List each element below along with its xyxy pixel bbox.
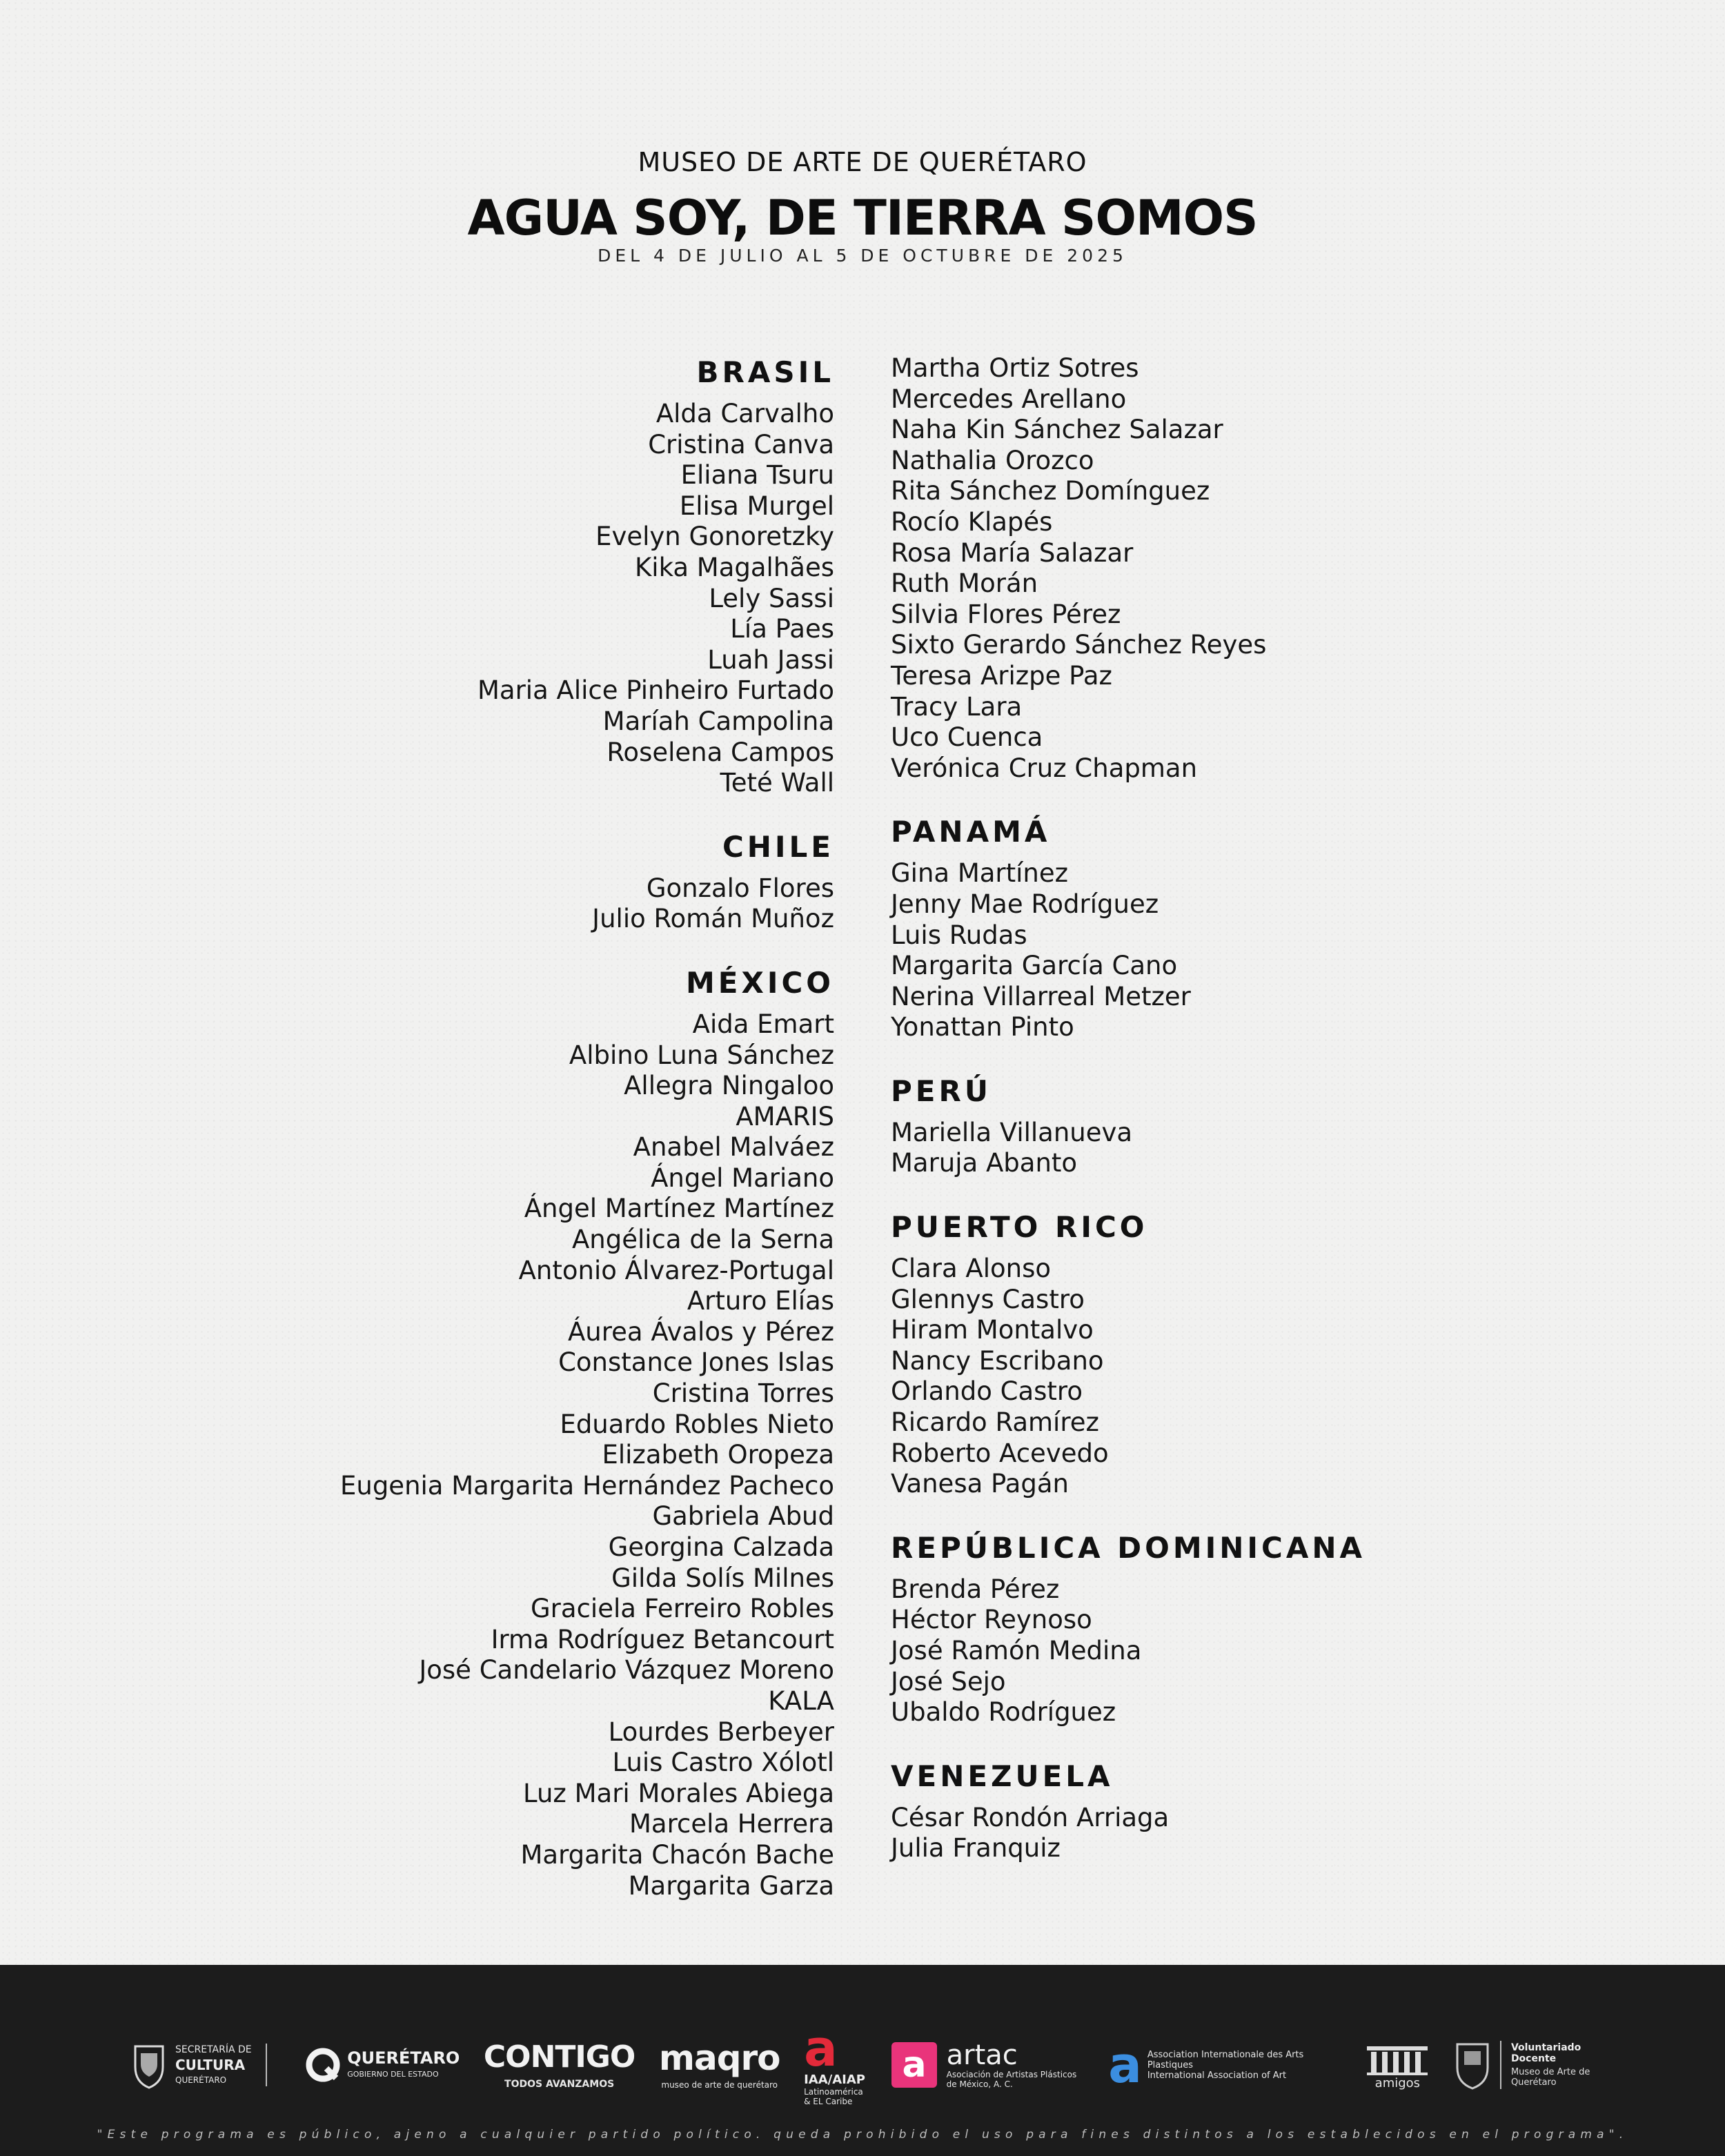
artist-name: Arturo Elías (687, 1286, 834, 1316)
artist-name: Gabriela Abud (652, 1501, 834, 1532)
artist-name: Georgina Calzada (608, 1532, 834, 1562)
country-group (75, 964, 834, 1901)
artist-name: Clara Alonso (891, 1254, 1052, 1284)
artist-name: Verónica Cruz Chapman (891, 753, 1198, 783)
artist-name: Kika Magalhães (635, 552, 834, 582)
cultura-text: CULTURA (175, 2057, 246, 2073)
artist-name: Evelyn Gonoretzky (595, 522, 834, 552)
maqro-text: maqro (658, 2038, 780, 2078)
artist-name: Antonio Álvarez-Portugal (518, 1255, 834, 1285)
artist-name: Sixto Gerardo Sánchez Reyes (891, 630, 1267, 660)
artist-name: Naha Kin Sánchez Salazar (891, 415, 1223, 445)
artist-name: Maruja Abanto (891, 1148, 1078, 1178)
artist-name: Jenny Mae Rodríguez (891, 889, 1159, 919)
iaa-text: IAA/AIAP (804, 2072, 865, 2087)
artist-name: Luis Castro Xólotl (612, 1748, 834, 1778)
artist-name: Lely Sassi (709, 583, 834, 613)
artist-name: Gonzalo Flores (646, 873, 834, 903)
iaa-sub-text: Latinoamérica & EL Caribe (804, 2086, 863, 2106)
logo-divider (1500, 2041, 1501, 2089)
artist-name: Nerina Villarreal Metzer (891, 981, 1191, 1011)
artist-name: Yonattan Pinto (891, 1012, 1074, 1042)
svg-text:a: a (902, 2044, 927, 2086)
country-heading: REPÚBLICA DOMINICANA (891, 1530, 1366, 1565)
header (0, 145, 1725, 266)
queretaro-text: QUERÉTARO (347, 2048, 460, 2068)
artist-name: KALA (768, 1685, 834, 1716)
artist-name: Brenda Pérez (891, 1574, 1060, 1604)
country-group (891, 813, 1512, 1043)
artist-name: Tracy Lara (891, 691, 1023, 722)
country-heading: VENEZUELA (891, 1759, 1114, 1793)
country-group (891, 353, 1512, 784)
artist-name: Martha Ortiz Sotres (891, 353, 1139, 383)
voluntariado-shield-icon (1455, 2040, 1490, 2090)
sponsor-footer (0, 1965, 1725, 2156)
country-group (891, 1529, 1512, 1728)
artist-column-left (75, 353, 834, 1930)
artac-logo (890, 2041, 1085, 2089)
queretaro-q-icon (304, 2046, 342, 2084)
artist-name: Gina Martínez (891, 858, 1069, 889)
artist-name: Marcela Herrera (629, 1809, 834, 1839)
artist-name: José Candelario Vázquez Moreno (419, 1655, 834, 1685)
artist-name: Uco Cuenca (891, 722, 1043, 753)
artist-name: Luz Mari Morales Abiega (523, 1778, 834, 1808)
iaa-a-icon: a (804, 2019, 838, 2077)
artist-name: Silvia Flores Pérez (891, 599, 1121, 629)
artist-name: Teté Wall (720, 768, 834, 798)
country-group (891, 1072, 1512, 1179)
country-group (891, 1757, 1512, 1864)
country-group (891, 1208, 1512, 1500)
amigos-text: amigos (1374, 2076, 1421, 2090)
artist-name: Julio Román Muñoz (592, 904, 834, 934)
country-heading: PERÚ (891, 1074, 992, 1108)
country-heading: CHILE (722, 829, 834, 864)
aiap-a-icon: a (1108, 2036, 1142, 2094)
artist-name: Eliana Tsuru (680, 460, 834, 491)
artist-name: Mariella Villanueva (891, 1117, 1133, 1147)
artist-column-right (891, 353, 1512, 1893)
artist-name: César Rondón Arriaga (891, 1802, 1170, 1832)
artist-name: Orlando Castro (891, 1376, 1083, 1407)
queretaro-logo (304, 2046, 460, 2084)
aiap-logo (1108, 2036, 1341, 2094)
artist-name: Alda Carvalho (656, 399, 834, 428)
artist-name: Lía Paes (730, 614, 834, 644)
artist-name: Ricardo Ramírez (891, 1407, 1099, 1438)
artist-name: Glennys Castro (891, 1284, 1085, 1314)
artist-name: Julia Franquiz (891, 1833, 1061, 1863)
artac-badge-icon (890, 2041, 938, 2089)
artist-name: Luah Jassi (707, 644, 834, 675)
country-group (75, 828, 834, 935)
artist-name: Rosa María Salazar (891, 537, 1134, 568)
disclaimer-text: "Este programa es público, ajeno a cualquier partido político. queda prohibido el uso para fines distintos a los establecidos en el programa". (97, 2128, 1628, 2142)
maqro-logo (659, 2038, 780, 2092)
artist-name: Margarita García Cano (891, 951, 1178, 981)
artist-name: José Ramón Medina (891, 1636, 1142, 1665)
artist-name: Eduardo Robles Nieto (560, 1409, 834, 1439)
artist-name: Constance Jones Islas (558, 1347, 834, 1378)
country-group (75, 353, 834, 799)
artist-name: Irma Rodríguez Betancourt (491, 1624, 834, 1654)
country-heading: PANAMÁ (891, 815, 1051, 849)
country-heading: PUERTO RICO (891, 1210, 1148, 1245)
artist-name: AMARIS (736, 1101, 834, 1131)
logo-divider (266, 2044, 267, 2086)
queretaro-crest-icon (131, 2041, 167, 2089)
artist-name: Eugenia Margarita Hernández Pacheco (339, 1470, 834, 1501)
artist-name: Ubaldo Rodríguez (891, 1697, 1116, 1728)
artist-name: Mercedes Arellano (891, 384, 1127, 414)
aiap-text: Association Internationale des Arts Plastiques (1147, 2049, 1304, 2070)
artist-name: Héctor Reynoso (891, 1605, 1092, 1635)
artist-name: Vanesa Pagán (891, 1469, 1069, 1499)
amigos-building-icon (1364, 2039, 1430, 2077)
artist-name: Hiram Montalvo (891, 1315, 1094, 1345)
iaa-aiap-logo (804, 2019, 866, 2106)
amigos-museo-logo (1364, 2039, 1430, 2090)
artist-name: Áurea Ávalos y Pérez (567, 1316, 834, 1347)
artist-name: José Sejo (891, 1666, 1006, 1697)
maqro-sub-text: museo de arte de querétaro (661, 2080, 778, 2090)
cultura-sub-text: QUERÉTARO (175, 2075, 227, 2085)
artist-name: Maríah Campolina (602, 706, 834, 736)
artist-name: Rita Sánchez Domínguez (891, 476, 1210, 506)
voluntariado-logo (1455, 2040, 1601, 2090)
artist-name: Angélica de la Serna (571, 1225, 834, 1255)
artist-name: Roberto Acevedo (891, 1438, 1109, 1468)
artist-name: Cristina Torres (652, 1378, 834, 1409)
aiap-sub-text: International Association of Art (1147, 2070, 1287, 2081)
artist-name: Graciela Ferreiro Robles (531, 1594, 834, 1624)
artist-name: Albino Luna Sánchez (569, 1040, 834, 1070)
artist-name: Elizabeth Oropeza (602, 1440, 834, 1470)
artist-name: Ángel Martínez Martínez (524, 1194, 834, 1224)
artist-name: Anabel Malváez (633, 1132, 834, 1163)
artist-name: Aida Emart (692, 1009, 834, 1039)
artac-text: artac (946, 2039, 1018, 2071)
artist-name: Ángel Mariano (651, 1163, 834, 1193)
artist-name: Nathalia Orozco (891, 445, 1094, 475)
artist-name: Margarita Garza (628, 1870, 834, 1901)
artist-name: Margarita Chacón Bache (520, 1839, 834, 1870)
artist-name: Roselena Campos (607, 737, 834, 767)
artist-name: Elisa Murgel (679, 491, 834, 521)
country-heading: MÉXICO (685, 965, 834, 1000)
artist-name: Ruth Morán (891, 568, 1038, 599)
contigo-logo (484, 2039, 635, 2091)
cultura-small-text: SECRETARÍA DE (175, 2044, 252, 2055)
artist-name: Luis Rudas (891, 920, 1027, 950)
country-heading: BRASIL (696, 355, 834, 389)
secretaria-cultura-logo (131, 2041, 281, 2089)
contigo-text: CONTIGO (483, 2039, 635, 2075)
artist-name: Cristina Canva (648, 429, 834, 459)
artist-name: Nancy Escribano (891, 1345, 1104, 1376)
contigo-sub-text: TODOS AVANZAMOS (504, 2078, 615, 2090)
artist-name: Allegra Ningaloo (624, 1071, 834, 1101)
artac-sub-text: Asociación de Artistas Plásticos de México, A. C. (946, 2070, 1077, 2089)
artist-name: Teresa Arizpe Paz (891, 660, 1112, 691)
artist-name: Maria Alice Pinheiro Furtado (477, 675, 834, 706)
museum-name: MUSEO DE ARTE DE QUERÉTARO (638, 147, 1087, 177)
voluntariado-sub-text: Museo de Arte de Querétaro (1510, 2067, 1590, 2088)
artist-name: Lourdes Berbeyer (608, 1717, 834, 1747)
queretaro-sub-text: GOBIERNO DEL ESTADO (347, 2070, 439, 2079)
artist-name: Gilda Solís Milnes (611, 1563, 834, 1593)
exhibition-dates: DEL 4 DE JULIO AL 5 DE OCTUBRE DE 2025 (598, 246, 1127, 266)
voluntariado-text: Voluntariado Docente (1510, 2042, 1581, 2064)
exhibition-title: AGUA SOY, DE TIERRA SOMOS (467, 190, 1258, 246)
sponsor-logos (131, 2013, 1601, 2117)
artist-name: Rocío Klapés (891, 506, 1053, 537)
